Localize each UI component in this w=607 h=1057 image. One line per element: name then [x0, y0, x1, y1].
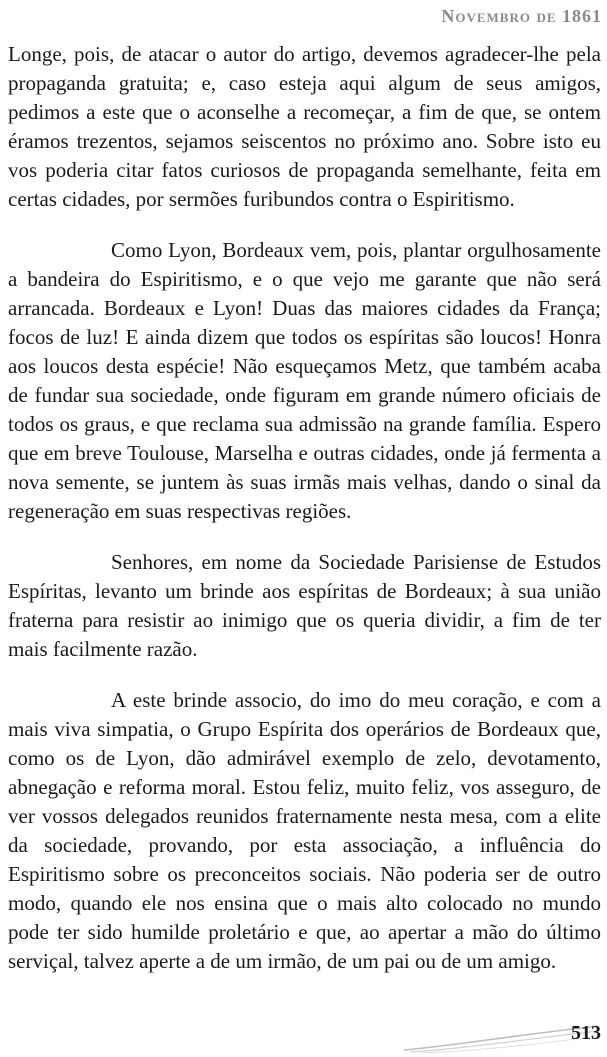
body-text [8, 40, 601, 976]
paragraph-2: Como Lyon, Bordeaux vem, pois, plantar orgulhosamente a bandeira do Espiritismo, e o que vejo me garante que não será arrancada. Bordeaux e Lyon! Duas das maiores cidades da França; focos de luz! E ainda dizem que todos os espíritas são loucos! Honra aos loucos desta espécie! Não esqueçamos Metz, que também acaba de fundar sua sociedade, onde figuram em grande número oficiais de todos os graus, e que reclama sua admissão na grande família. Espero que em breve Toulouse, Marselha e outras cidades, onde já fermenta a nova semente, se juntem às suas irmãs mais velhas, dando o sinal da regeneração em suas respectivas regiões. [8, 238, 601, 523]
paragraph-3: Senhores, em nome da Sociedade Parisiense de Estudos Espíritas, levanto um brinde aos espíritas de Bordeaux; à sua união fraterna para resistir ao inimigo que os queria dividir, a fim de ter mais facilmente razão. [8, 550, 601, 661]
page-number: 513 [571, 1022, 601, 1044]
footer-swoosh-ornament [400, 1022, 600, 1054]
paragraph-1: Longe, pois, de atacar o autor do artigo, devemos agradecer-lhe pela propaganda gratuita; e, caso esteja aqui algum de seus amigos, pedimos a este que o aconselhe a recomeçar, a fim de que, se ontem éramos trezentos, sejamos seiscentos no próximo ano. Sobre isto eu vos poderia citar fatos curiosos de propaganda semelhante, feita em certas cidades, por sermões furibundos contra o Espiritismo. [8, 42, 601, 211]
paragraph-4: A este brinde associo, do imo do meu coração, e com a mais viva simpatia, o Grupo Espírita dos operários de Bordeaux que, como os de Lyon, dão admirável exemplo de zelo, devotamento, abnegação e reforma moral. Estou feliz, muito feliz, vos asseguro, de ver vossos delegados reunidos fraternamente nesta mesa, com a elite da sociedade, provando, por esta associação, a influência do Espiritismo sobre os preconceitos sociais. Não poderia ser de outro modo, quando ele nos ensina que o mais alto colocado no mundo pode ter sido humilde proletário e que, ao apertar a mão do último serviçal, talvez aperte a de um irmão, de um pai ou de um amigo. [8, 688, 601, 973]
running-header: Novembro de 1861 [441, 6, 602, 26]
